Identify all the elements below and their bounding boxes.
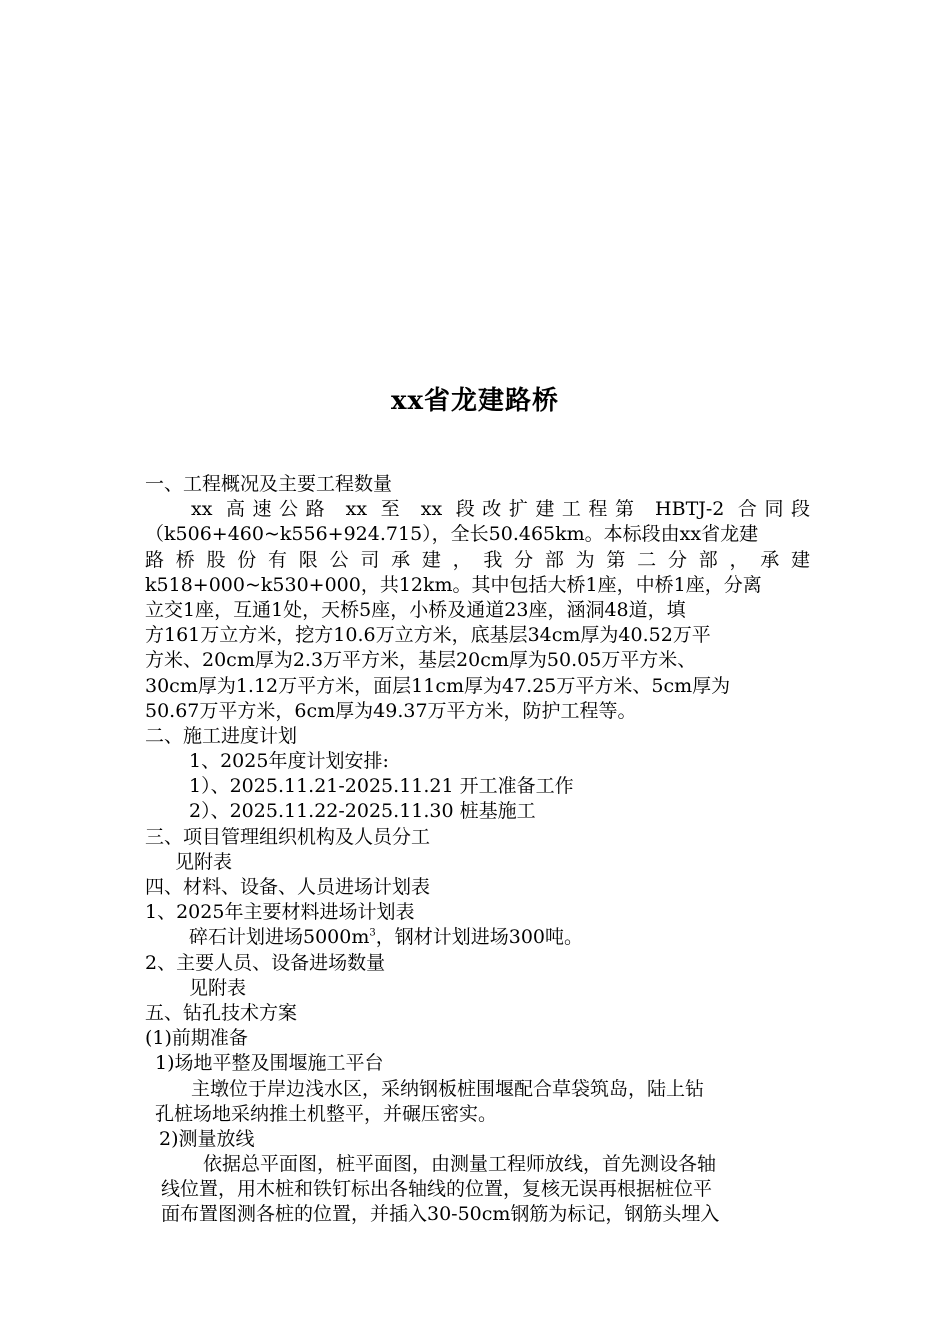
section-heading-4: 四、材料、设备、人员进场计划表: [145, 876, 431, 898]
see-attachment-note: 见附表: [175, 850, 233, 873]
paragraph-line: k518+000~k530+000，共12km。其中包括大桥1座，中桥1座，分离: [145, 573, 762, 596]
paragraph-line: 路桥股份有限公司承建，我分部为第二分部，承建: [145, 548, 810, 571]
section-heading-1: 一、工程概况及主要工程数量: [145, 473, 393, 495]
paragraph-line: 孔桩场地采纳推土机整平，并碾压密实。: [155, 1102, 498, 1125]
paragraph-line: （k506+460~k556+924.715），全长50.465km。本标段由xx省龙建: [145, 523, 759, 546]
paragraph-line: xx 高速公路 xx 至 xx 段改扩建工程第 HBTJ-2 合同段: [191, 498, 810, 521]
paragraph-line: 主墩位于岸边浅水区，采纳钢板桩围堰配合草袋筑岛，陆上钻: [191, 1077, 705, 1100]
paragraph-line: 50.67万平方米，6cm厚为49.37万平方米，防护工程等。: [145, 699, 637, 722]
paragraph-line: 方米、20cm厚为2.3万平方米，基层20cm厚为50.05万平方米、: [145, 649, 697, 672]
section-heading-2: 二、施工进度计划: [145, 724, 298, 747]
sub-heading: 2)测量放线: [159, 1127, 255, 1150]
see-attachment-note: 见附表: [189, 976, 247, 999]
paragraph-line: 30cm厚为1.12万平方米，面层11cm厚为47.25万平方米、5cm厚为: [145, 674, 731, 697]
paragraph-line: 线位置，用木桩和铁钉标出各轴线的位置，复核无误再根据桩位平: [161, 1178, 713, 1201]
sub-heading: 2、主要人员、设备进场数量: [145, 951, 386, 974]
schedule-item: 1）、2025.11.21-2025.11.21 开工准备工作: [189, 775, 574, 798]
superscript-3: 3: [369, 928, 376, 940]
paragraph-line: 方161万立方米，挖方10.6万立方米，底基层34cm厚为40.52万平: [145, 624, 711, 647]
sub-item: 1、2025年度计划安排:: [189, 750, 389, 773]
paragraph-line: 依据总平面图，桩平面图，由测量工程师放线，首先测设各轴: [203, 1153, 717, 1176]
section-heading-5: 五、钻孔技术方案: [145, 1001, 298, 1024]
section-heading-3: 三、项目管理组织机构及人员分工: [145, 825, 431, 848]
sub-heading: (1)前期准备: [145, 1027, 248, 1050]
schedule-item: 2）、2025.11.22-2025.11.30 桩基施工: [189, 800, 536, 823]
document-body: [145, 472, 810, 1228]
sub-heading: 1、2025年主要材料进场计划表: [145, 901, 415, 924]
material-plan-line: [145, 925, 810, 950]
material-text-b: ，钢材计划进场300吨。: [375, 926, 584, 949]
paragraph-line: 面布置图测各桩的位置，并插入30-50cm钢筋为标记，钢筋头埋入: [161, 1203, 720, 1226]
paragraph-line: 立交1座，互通1处，天桥5座，小桥及通道23座，涵洞48道，填: [145, 598, 686, 621]
document-title: xx省龙建路桥: [390, 386, 559, 416]
sub-heading: 1)场地平整及围堰施工平台: [155, 1052, 384, 1075]
material-text-a: 碎石计划进场5000m: [189, 926, 370, 949]
